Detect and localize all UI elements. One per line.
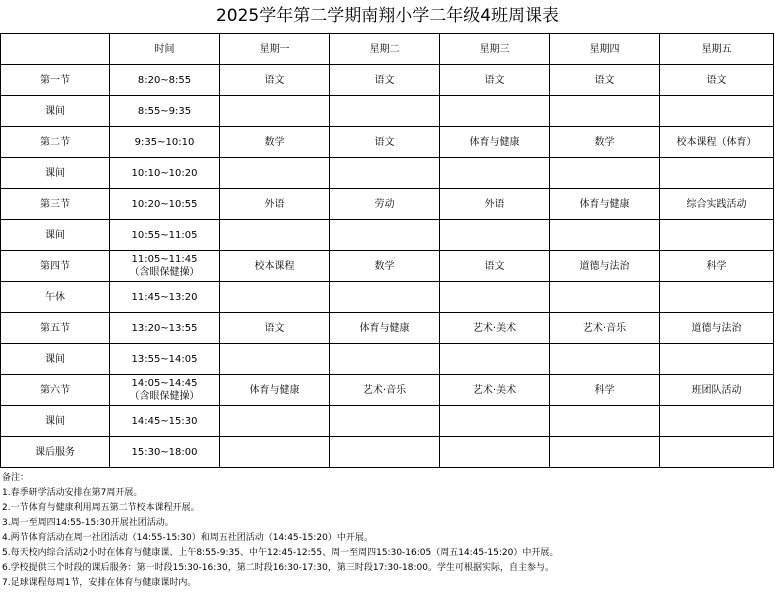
time-cell: [110, 282, 220, 313]
subject-cell: [660, 282, 774, 313]
subject-cell: [220, 344, 330, 375]
period-cell: 课后服务: [1, 437, 110, 468]
time-note: （含眼保健操）: [129, 391, 200, 402]
period-cell: 课间: [1, 158, 110, 189]
subject-cell: 语文: [220, 65, 330, 96]
subject-cell: [440, 406, 550, 437]
subject-cell: 外语: [440, 189, 550, 220]
header-tuesday: 星期二: [330, 34, 440, 65]
subject-cell: 体育与健康: [330, 313, 440, 344]
table-row: [1, 313, 774, 344]
subject-cell: 艺术·美术: [440, 313, 550, 344]
subject-cell: [660, 406, 774, 437]
subject-cell: [330, 437, 440, 468]
subject-cell: [220, 406, 330, 437]
subject-cell: [220, 220, 330, 251]
time-text: 11:05~11:45: [131, 254, 198, 265]
time-cell: [110, 220, 220, 251]
subject-cell: 科学: [660, 251, 774, 282]
header-friday: 星期五: [660, 34, 774, 65]
subject-cell: 体育与健康: [440, 127, 550, 158]
time-cell: [110, 375, 220, 406]
subject-cell: [330, 96, 440, 127]
subject-cell: 数学: [550, 127, 660, 158]
time-text: 15:30~18:00: [131, 446, 198, 458]
time-text: 10:55~11:05: [131, 229, 198, 241]
subject-cell: 艺术·美术: [440, 375, 550, 406]
subject-cell: [220, 96, 330, 127]
period-cell: 第四节: [1, 251, 110, 282]
subject-cell: [550, 406, 660, 437]
time-text: 8:55~9:35: [137, 105, 192, 117]
time-text: 8:20~8:55: [137, 74, 192, 86]
subject-cell: [330, 282, 440, 313]
time-text: 10:20~10:55: [131, 198, 198, 210]
time-text: 14:05~14:45: [131, 378, 198, 389]
table-row: [1, 251, 774, 282]
subject-cell: 体育与健康: [550, 189, 660, 220]
subject-cell: [550, 96, 660, 127]
subject-cell: [550, 158, 660, 189]
subject-cell: [550, 282, 660, 313]
period-cell: 午休: [1, 282, 110, 313]
subject-cell: [440, 96, 550, 127]
time-cell: [110, 406, 220, 437]
subject-cell: [330, 220, 440, 251]
table-row: [1, 220, 774, 251]
period-cell: 第五节: [1, 313, 110, 344]
subject-cell: [330, 406, 440, 437]
note-line: 2.一节体育与健康利用周五第二节校本课程开展。: [2, 503, 200, 513]
subject-cell: 语文: [330, 127, 440, 158]
note-line: 4.两节体育活动在周一社团活动（14:55-15:30）和周五社团活动（14:45-15:20）中开展。: [2, 533, 373, 543]
table-row: [1, 158, 774, 189]
note-line: 备注：: [2, 473, 30, 483]
table-row: [1, 375, 774, 406]
subject-cell: [660, 158, 774, 189]
subject-cell: 数学: [220, 127, 330, 158]
time-text: 9:35~10:10: [134, 136, 195, 148]
subject-cell: [220, 282, 330, 313]
subject-cell: [550, 344, 660, 375]
subject-cell: 数学: [330, 251, 440, 282]
period-cell: 第三节: [1, 189, 110, 220]
time-cell: [110, 96, 220, 127]
table-row: [1, 406, 774, 437]
subject-cell: 道德与法治: [660, 313, 774, 344]
time-note: （含眼保健操）: [129, 267, 200, 278]
subject-cell: 语文: [440, 65, 550, 96]
header-wednesday: 星期三: [440, 34, 550, 65]
subject-cell: [550, 220, 660, 251]
period-cell: 第一节: [1, 65, 110, 96]
header-time: 时间: [110, 34, 220, 65]
time-cell: [110, 344, 220, 375]
time-cell: [110, 437, 220, 468]
time-cell: [110, 251, 220, 282]
table-row: [1, 344, 774, 375]
period-cell: 课间: [1, 96, 110, 127]
subject-cell: [660, 96, 774, 127]
subject-cell: [220, 158, 330, 189]
table-row: [1, 282, 774, 313]
note-line: 3.周一至周四14:55-15:30开展社团活动。: [2, 518, 174, 528]
note-line: 1.春季研学活动安排在第7周开展。: [2, 488, 143, 498]
subject-cell: 校本课程: [220, 251, 330, 282]
period-cell: 第二节: [1, 127, 110, 158]
time-cell: [110, 158, 220, 189]
subject-cell: [550, 437, 660, 468]
time-text: 11:45~13:20: [131, 291, 198, 303]
time-cell: [110, 313, 220, 344]
subject-cell: [440, 437, 550, 468]
table-row: [1, 127, 774, 158]
table-row: [1, 65, 774, 96]
subject-cell: 语文: [440, 251, 550, 282]
subject-cell: [440, 158, 550, 189]
timetable-title: 2025学年第二学期南翔小学二年级4班周课表: [215, 6, 560, 26]
subject-cell: 劳动: [330, 189, 440, 220]
subject-cell: 班团队活动: [660, 375, 774, 406]
subject-cell: [330, 344, 440, 375]
period-cell: 课间: [1, 406, 110, 437]
header-corner: [1, 34, 110, 65]
subject-cell: 科学: [550, 375, 660, 406]
subject-cell: 体育与健康: [220, 375, 330, 406]
subject-cell: [440, 344, 550, 375]
subject-cell: [440, 220, 550, 251]
table-row: [1, 437, 774, 468]
subject-cell: 语文: [330, 65, 440, 96]
time-cell: [110, 127, 220, 158]
header-monday: 星期一: [220, 34, 330, 65]
subject-cell: [660, 220, 774, 251]
subject-cell: [440, 282, 550, 313]
note-line: 5.每天校内综合活动2小时在体育与健康课、上午8:55-9:35、中午12:45-12:55、周一至周四15:30-16:05（周五14:45-15:20）中开展。: [2, 548, 559, 558]
time-text: 10:10~10:20: [131, 167, 198, 179]
subject-cell: 语文: [550, 65, 660, 96]
header-thursday: 星期四: [550, 34, 660, 65]
subject-cell: 语文: [660, 65, 774, 96]
header-row: [1, 34, 774, 65]
notes: [2, 471, 772, 591]
period-cell: 课间: [1, 220, 110, 251]
subject-cell: [660, 437, 774, 468]
note-line: 6.学校提供三个时段的课后服务：第一时段15:30-16:30，第二时段16:30-17:30，第三时段17:30-18:00。学生可根据实际，自主参与。: [2, 563, 554, 573]
time-cell: [110, 189, 220, 220]
subject-cell: 道德与法治: [550, 251, 660, 282]
table-row: [1, 189, 774, 220]
subject-cell: [330, 158, 440, 189]
period-cell: 第六节: [1, 375, 110, 406]
time-text: 13:20~13:55: [131, 322, 198, 334]
timetable: [0, 33, 774, 468]
time-text: 14:45~15:30: [131, 415, 198, 427]
subject-cell: [220, 437, 330, 468]
table-row: [1, 96, 774, 127]
subject-cell: 艺术·音乐: [550, 313, 660, 344]
timetable-body: [1, 65, 774, 468]
note-line: 7.足球课程每周1节，安排在体育与健康课时内。: [2, 578, 197, 588]
subject-cell: 综合实践活动: [660, 189, 774, 220]
subject-cell: [660, 344, 774, 375]
subject-cell: 外语: [220, 189, 330, 220]
subject-cell: 艺术·音乐: [330, 375, 440, 406]
subject-cell: 校本课程（体育）: [660, 127, 774, 158]
time-cell: [110, 65, 220, 96]
period-cell: 课间: [1, 344, 110, 375]
time-text: 13:55~14:05: [131, 353, 198, 365]
subject-cell: 语文: [220, 313, 330, 344]
